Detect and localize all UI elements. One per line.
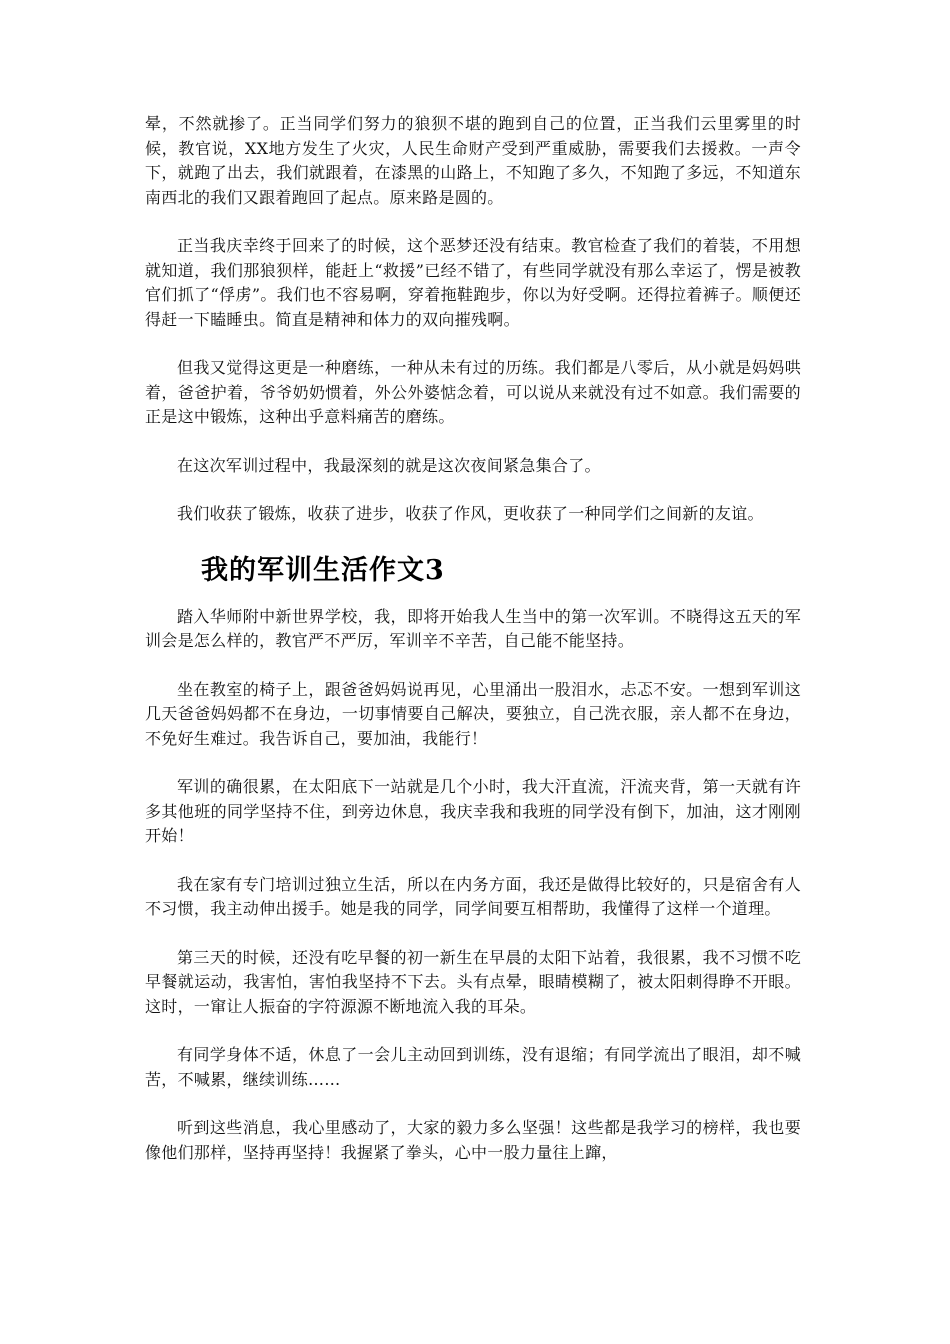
- paragraph: 正当我庆幸终于回来了的时候，这个恶梦还没有结束。教官检查了我们的着装，不用想就知道，我们那狼狈样，能赶上“救援”已经不错了，有些同学就没有那么幸运了，愣是被教官们抓了“俘虏”。我们也不容易啊，穿着拖鞋跑步，你以为好受啊。还得拉着裤子。顺便还得赶一下瞌睡虫。简直是精神和体力的双向摧残啊。: [145, 236, 801, 329]
- paragraph: 我在家有专门培训过独立生活，所以在内务方面，我还是做得比较好的，只是宿舍有人不习惯，我主动伸出援手。她是我的同学，同学间要互相帮助，我懂得了这样一个道理。: [145, 874, 801, 918]
- paragraph: 第三天的时候，还没有吃早餐的初一新生在早晨的太阳下站着，我很累，我不习惯不吃早餐就运动，我害怕，害怕我坚持不下去。头有点晕，眼睛模糊了，被太阳刺得睁不开眼。这时，一窜让人振奋的字符源源不断地流入我的耳朵。: [145, 947, 801, 1016]
- paragraph: 但我又觉得这更是一种磨练，一种从未有过的历练。我们都是八零后，从小就是妈妈哄着，爸爸护着，爷爷奶奶惯着，外公外婆惦念着，可以说从来就没有过不如意。我们需要的正是这中锻炼，这种出乎意料痛苦的磨练。: [145, 358, 801, 426]
- section-heading: 我的军训生活作文3: [201, 554, 445, 586]
- paragraph: 踏入华师附中新世界学校，我，即将开始我人生当中的第一次军训。不晓得这五天的军训会是怎么样的，教官严不严厉，军训辛不辛苦，自己能不能坚持。: [145, 606, 801, 650]
- paragraph: 有同学身体不适，休息了一会儿主动回到训练，没有退缩；有同学流出了眼泪，却不喊苦，不喊累，继续训练……: [145, 1045, 801, 1089]
- paragraph: 听到这些消息，我心里感动了，大家的毅力多么坚强！这些都是我学习的榜样，我也要像他们那样，坚持再坚持！我握紧了拳头，心中一股力量往上蹿，: [145, 1118, 801, 1162]
- paragraph: 坐在教室的椅子上，跟爸爸妈妈说再见，心里涌出一股泪水，忐忑不安。一想到军训这几天爸爸妈妈都不在身边，一切事情要自己解决，要独立，自己洗衣服，亲人都不在身边，不免好生难过。我告诉自己，要加油，我能行！: [145, 679, 801, 748]
- paragraph: 在这次军训过程中，我最深刻的就是这次夜间紧急集合了。: [177, 455, 601, 475]
- document-page: [145, 112, 801, 1189]
- paragraph: 军训的确很累，在太阳底下一站就是几个小时，我大汗直流，汗流夹背，第一天就有许多其他班的同学坚持不住，到旁边休息，我庆幸我和我班的同学没有倒下，加油，这才刚刚开始！: [145, 777, 801, 845]
- paragraph: 我们收获了锻炼，收获了进步，收获了作风，更收获了一种同学们之间新的友谊。: [177, 504, 764, 523]
- paragraph: 晕，不然就掺了。正当同学们努力的狼狈不堪的跑到自己的位置，正当我们云里雾里的时候，教官说，XX地方发生了火灾，人民生命财产受到严重威胁，需要我们去援救。一声令下，就跑了出去，我们就跟着，在漆黑的山路上，不知跑了多久，不知跑了多远，不知道东南西北的我们又跟着跑回了起点。原来路是圆的。: [145, 114, 801, 207]
